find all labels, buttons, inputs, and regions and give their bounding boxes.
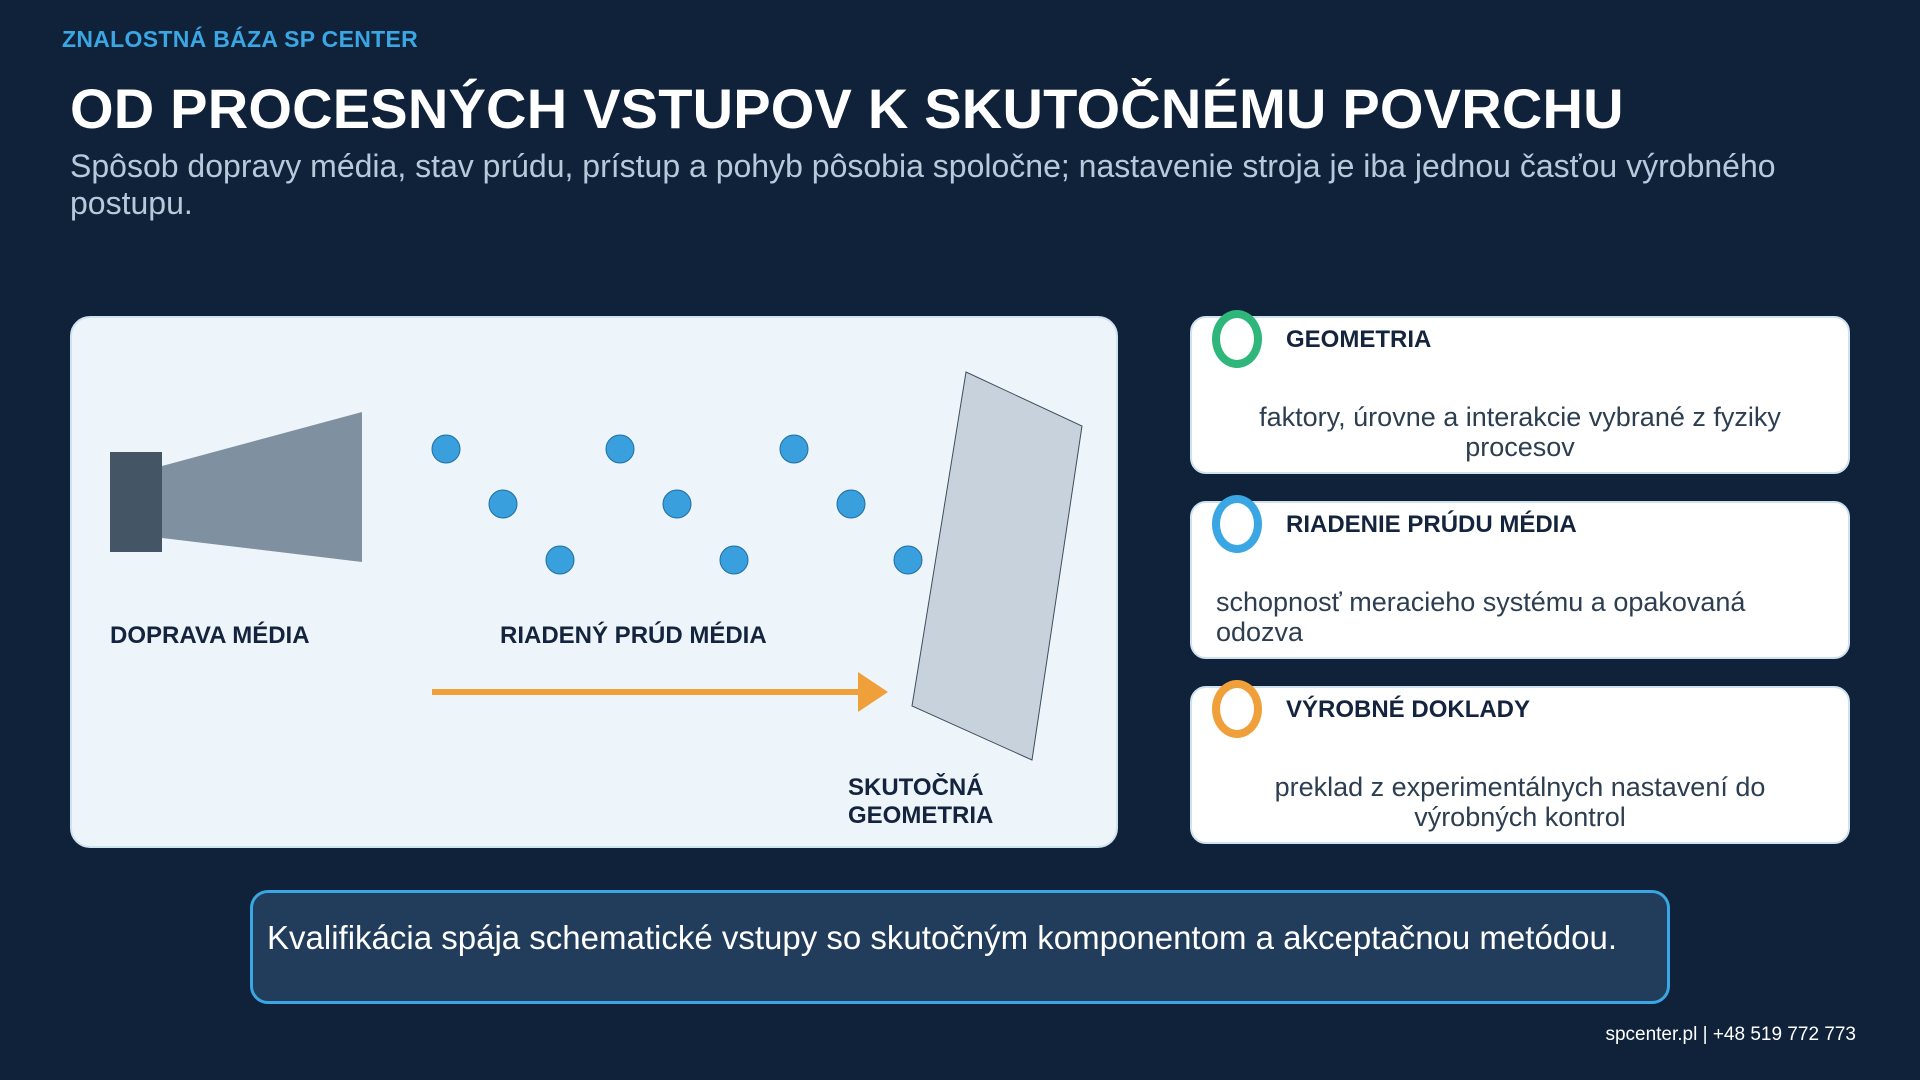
particle <box>837 490 865 518</box>
flow-arrow-head <box>858 672 888 712</box>
particle <box>432 435 460 463</box>
ring-icon <box>1212 680 1262 738</box>
nozzle-body <box>110 452 162 552</box>
card-geometry <box>1190 316 1850 474</box>
card-title: RIADENIE PRÚDU MÉDIA <box>1286 511 1577 538</box>
target-surface <box>912 372 1082 760</box>
callout-text: Kvalifikácia spája schematické vstupy so skutočným komponentom a akceptačnou metódou. <box>267 919 1618 956</box>
label-geometry-line1: SKUTOČNÁ <box>848 774 984 801</box>
particle <box>894 546 922 574</box>
diagram-canvas <box>72 318 1118 848</box>
ring-icon <box>1212 495 1262 553</box>
footer-contact: spcenter.pl | +48 519 772 773 <box>1605 1024 1856 1045</box>
card-title: VÝROBNÉ DOKLADY <box>1286 696 1531 723</box>
particle <box>663 490 691 518</box>
ring-icon <box>1212 310 1262 368</box>
page-subtitle: Spôsob dopravy média, stav prúdu, prístup a pohyb pôsobia spoločne; nastavenie stroja je iba jednou časťou výrobného postupu. <box>70 148 1776 221</box>
card-production-records <box>1190 686 1850 844</box>
process-diagram <box>70 316 1118 848</box>
label-delivery: DOPRAVA MÉDIA <box>110 622 310 649</box>
page-title: OD PROCESNÝCH VSTUPOV K SKUTOČNÉMU POVRCHU <box>70 77 1624 140</box>
particle <box>489 490 517 518</box>
callout-box <box>250 890 1670 1004</box>
label-geometry <box>848 774 993 830</box>
kicker: ZNALOSTNÁ BÁZA SP CENTER <box>62 26 419 52</box>
card-text: preklad z experimentálnych nastavení do výrobných kontrol <box>1274 772 1766 832</box>
card-title: GEOMETRIA <box>1286 326 1432 353</box>
particle <box>780 435 808 463</box>
label-stream: RIADENÝ PRÚD MÉDIA <box>500 622 767 649</box>
particle <box>546 546 574 574</box>
label-geometry-line2: GEOMETRIA <box>848 802 994 829</box>
card-text: faktory, úrovne a interakcie vybrané z fyziky procesov <box>1259 402 1781 462</box>
nozzle-cone <box>162 412 362 562</box>
particle <box>606 435 634 463</box>
card-stream-control <box>1190 501 1850 659</box>
card-text: schopnosť meracieho systému a opakovaná odozva <box>1216 587 1746 647</box>
particle <box>720 546 748 574</box>
